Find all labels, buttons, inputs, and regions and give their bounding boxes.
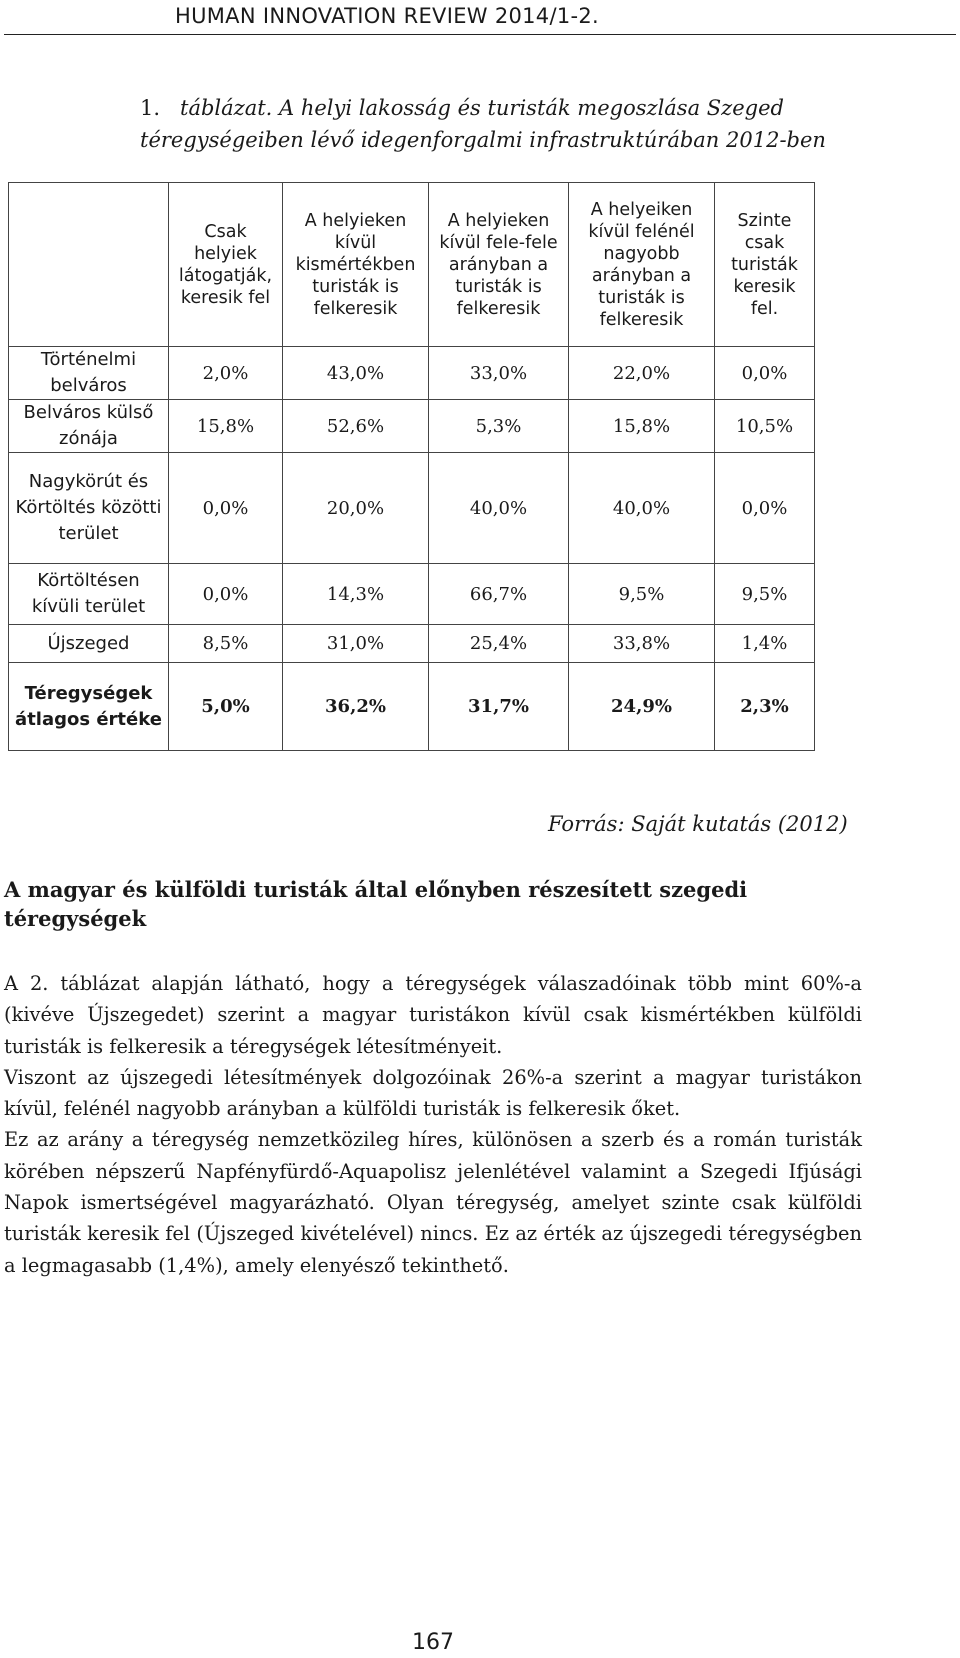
table-cell: 22,0% [569, 347, 715, 400]
body-text [4, 968, 862, 1281]
table-cell: 33,0% [429, 347, 569, 400]
table-cell: 36,2% [283, 663, 429, 751]
distribution-table [8, 182, 815, 751]
header-rule [4, 34, 956, 35]
table-cell: 31,7% [429, 663, 569, 751]
row-label: Újszeged [9, 625, 169, 663]
table-cell: 0,0% [715, 347, 815, 400]
table-cell: 1,4% [715, 625, 815, 663]
table-cell: 40,0% [429, 453, 569, 564]
table-cell: 52,6% [283, 400, 429, 453]
table-cell: 2,0% [169, 347, 283, 400]
table-cell: 5,0% [169, 663, 283, 751]
row-label: Nagykörút és Körtöltés közötti terület [9, 453, 169, 564]
row-label: Belváros külső zónája [9, 400, 169, 453]
caption-text: táblázat. A helyi lakosság és turisták megoszlása Szeged téregységeiben lévő idegenforgalmi infrastruktúrában 2012-ben [140, 96, 826, 152]
table-cell: 24,9% [569, 663, 715, 751]
table-cell: 33,8% [569, 625, 715, 663]
page-number: 167 [412, 1630, 454, 1655]
table-cell: 25,4% [429, 625, 569, 663]
table-cell: 10,5% [715, 400, 815, 453]
table-cell: 15,8% [169, 400, 283, 453]
header-cell-only-locals: Csak helyiek látogatják, keresik fel [169, 183, 283, 347]
table-row [9, 400, 815, 453]
row-label: Körtöltésen kívüli terület [9, 564, 169, 625]
header-cell-few-tourists: A helyieken kívül kismértékben turisták is felkeresik [283, 183, 429, 347]
paragraph: Ez az arány a téregység nemzetközileg híres, különösen a szerb és a román turisták körében népszerű Napfényfürdő-Aquapolisz jelenlétével valamint a Szegedi Ifjúsági Napok ismertségével magyarázható. Olyan téregység, amelyet szinte csak külföldi turisták keresik fel (Újszeged kivételével) nincs. Ez az érték az újszegedi téregységben a legmagasabb (1,4%), amely elenyésző tekinthető. [4, 1128, 862, 1277]
table-cell: 8,5% [169, 625, 283, 663]
table-caption [140, 92, 860, 156]
table-row [9, 625, 815, 663]
table-cell: 0,0% [715, 453, 815, 564]
paragraph: Viszont az újszegedi létesítmények dolgozóinak 26%-a szerint a magyar turistákon kívül, felénél nagyobb arányban a külföldi turisták is felkeresik őket. [4, 1065, 862, 1121]
table-cell: 0,0% [169, 564, 283, 625]
table-cell: 15,8% [569, 400, 715, 453]
table-cell: 14,3% [283, 564, 429, 625]
table-cell: 2,3% [715, 663, 815, 751]
table-row [9, 347, 815, 400]
table-cell: 40,0% [569, 453, 715, 564]
paragraph: A 2. táblázat alapján látható, hogy a téregységek válaszadóinak több mint 60%-a (kivéve Újszegedet) szerint a magyar turistákon kívül csak kismértékben külföldi turisták is felkeresik a téregységek létesítményeit. [4, 972, 862, 1058]
row-label: Történelmi belváros [9, 347, 169, 400]
table-source: Forrás: Saját kutatás (2012) [548, 812, 848, 836]
header-cell-half-tourists: A helyieken kívül fele-fele arányban a turisták is felkeresik [429, 183, 569, 347]
table-row [9, 564, 815, 625]
table-cell: 66,7% [429, 564, 569, 625]
header-cell-only-tourists: Szinte csak turisták keresik fel. [715, 183, 815, 347]
section-heading: A magyar és külföldi turisták által előnyben részesített szegedi téregységek [4, 877, 748, 931]
table-cell: 31,0% [283, 625, 429, 663]
running-head: HUMAN INNOVATION REVIEW 2014/1-2. [175, 4, 600, 28]
table-cell: 43,0% [283, 347, 429, 400]
table-cell: 5,3% [429, 400, 569, 453]
header-cell-majority-tourists: A helyeiken kívül felénél nagyobb arányban a turisták is felkeresik [569, 183, 715, 347]
caption-number: 1. [140, 96, 161, 120]
table-cell: 20,0% [283, 453, 429, 564]
table-cell: 0,0% [169, 453, 283, 564]
table-cell: 9,5% [715, 564, 815, 625]
row-label: Téregységek átlagos értéke [9, 663, 169, 751]
table-cell: 9,5% [569, 564, 715, 625]
table-row-average [9, 663, 815, 751]
table-row [9, 453, 815, 564]
header-cell-empty [9, 183, 169, 347]
table-header-row [9, 183, 815, 347]
